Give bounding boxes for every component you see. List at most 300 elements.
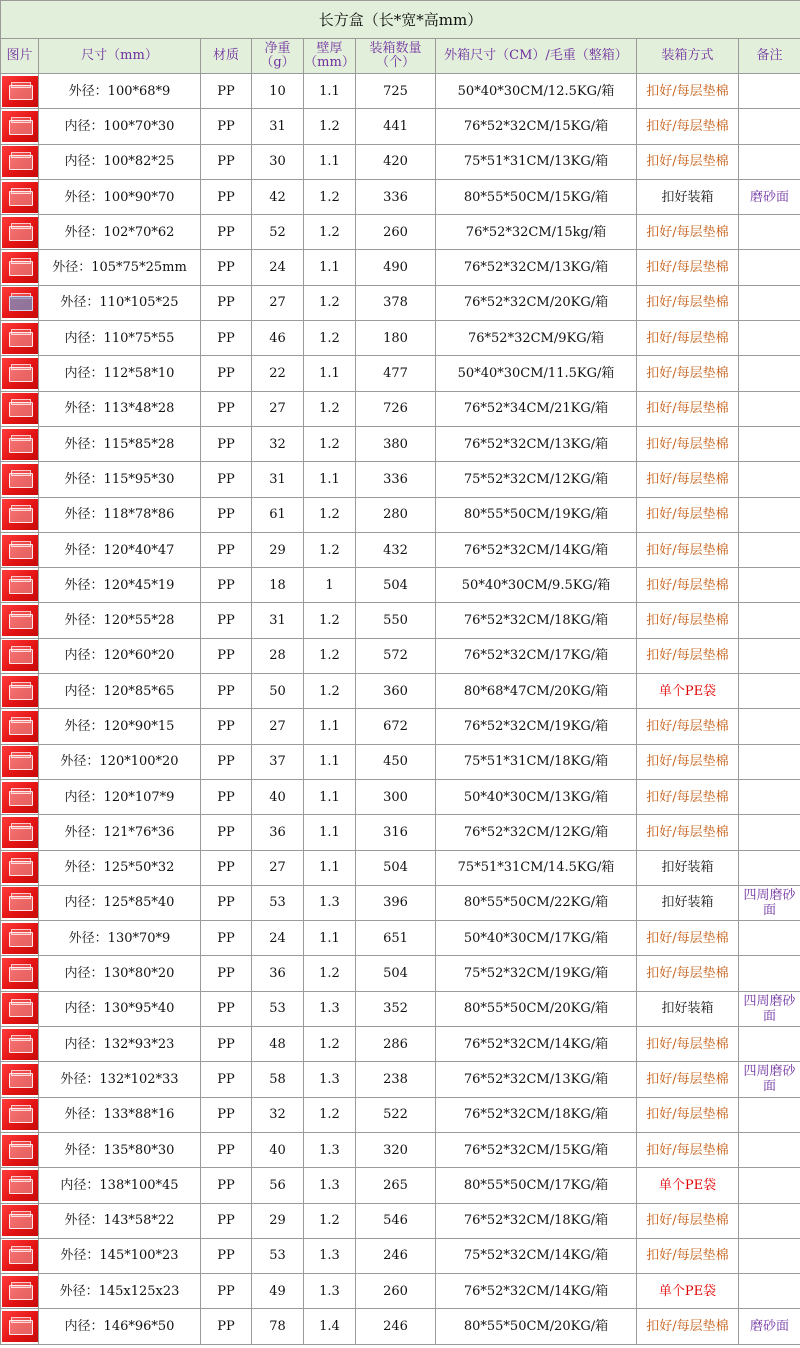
weight-cell: 27 xyxy=(252,850,304,885)
qty-cell: 360 xyxy=(356,674,436,709)
clear-box-thumbnail-icon xyxy=(2,393,38,424)
table-row xyxy=(1,144,800,179)
size-cell: 内径：120*107*9 xyxy=(39,779,201,814)
material-cell: PP xyxy=(201,850,252,885)
qty-cell: 380 xyxy=(356,426,436,461)
thickness-cell: 1.2 xyxy=(304,215,356,250)
table-row xyxy=(1,1027,800,1062)
clear-box-thumbnail-icon xyxy=(2,852,38,883)
note-cell xyxy=(739,1097,800,1132)
table-row xyxy=(1,532,800,567)
header-size: 尺寸（mm） xyxy=(39,39,201,74)
packing-cell: 扣好/每层垫棉 xyxy=(637,356,739,391)
thickness-cell: 1 xyxy=(304,568,356,603)
size-cell: 内径：130*80*20 xyxy=(39,956,201,991)
clear-box-thumbnail-icon xyxy=(2,1170,38,1201)
size-cell: 内径：146*96*50 xyxy=(39,1309,201,1344)
clear-box-thumbnail-icon xyxy=(2,323,38,354)
qty-cell: 550 xyxy=(356,603,436,638)
table-row xyxy=(1,74,800,109)
clear-box-thumbnail-icon xyxy=(2,570,38,601)
material-cell: PP xyxy=(201,991,252,1026)
size-cell: 外径：121*76*36 xyxy=(39,815,201,850)
material-cell: PP xyxy=(201,568,252,603)
packing-cell: 扣好/每层垫棉 xyxy=(637,603,739,638)
clear-box-thumbnail-icon xyxy=(2,1029,38,1060)
note-cell xyxy=(739,1203,800,1238)
thumbnail-cell xyxy=(1,179,39,214)
thumbnail-cell xyxy=(1,779,39,814)
weight-cell: 40 xyxy=(252,779,304,814)
thumbnail-cell xyxy=(1,709,39,744)
carton-cell: 76*52*32CM/12KG/箱 xyxy=(436,815,637,850)
packing-cell: 扣好/每层垫棉 xyxy=(637,285,739,320)
clear-box-thumbnail-icon xyxy=(2,887,38,918)
qty-cell: 546 xyxy=(356,1203,436,1238)
clear-box-thumbnail-icon xyxy=(2,605,38,636)
size-cell: 外径：120*40*47 xyxy=(39,532,201,567)
packing-cell: 扣好/每层垫棉 xyxy=(637,1132,739,1167)
clear-box-thumbnail-icon xyxy=(2,640,38,671)
thickness-cell: 1.3 xyxy=(304,1168,356,1203)
size-cell: 外径：100*68*9 xyxy=(39,74,201,109)
thumbnail-cell xyxy=(1,391,39,426)
qty-cell: 504 xyxy=(356,850,436,885)
weight-cell: 53 xyxy=(252,991,304,1026)
title-row xyxy=(1,1,800,39)
clear-box-thumbnail-icon xyxy=(2,817,38,848)
carton-cell: 50*40*30CM/13KG/箱 xyxy=(436,779,637,814)
table-row xyxy=(1,885,800,920)
thumbnail-cell xyxy=(1,850,39,885)
carton-cell: 76*52*32CM/15KG/箱 xyxy=(436,109,637,144)
thumbnail-cell xyxy=(1,1203,39,1238)
material-cell: PP xyxy=(201,109,252,144)
table-row xyxy=(1,815,800,850)
header-row xyxy=(1,39,800,74)
thumbnail-cell xyxy=(1,426,39,461)
material-cell: PP xyxy=(201,356,252,391)
qty-cell: 320 xyxy=(356,1132,436,1167)
clear-box-thumbnail-icon xyxy=(2,958,38,989)
size-cell: 内径：100*82*25 xyxy=(39,144,201,179)
thickness-cell: 1.3 xyxy=(304,1132,356,1167)
thickness-cell: 1.3 xyxy=(304,1238,356,1273)
packing-cell: 扣好/每层垫棉 xyxy=(637,426,739,461)
qty-cell: 246 xyxy=(356,1309,436,1344)
carton-cell: 76*52*32CM/20KG/箱 xyxy=(436,285,637,320)
size-cell: 外径：120*55*28 xyxy=(39,603,201,638)
note-cell xyxy=(739,250,800,285)
thickness-cell: 1.2 xyxy=(304,391,356,426)
thumbnail-cell xyxy=(1,815,39,850)
size-cell: 内径：120*85*65 xyxy=(39,674,201,709)
qty-cell: 378 xyxy=(356,285,436,320)
weight-cell: 24 xyxy=(252,921,304,956)
material-cell: PP xyxy=(201,1062,252,1097)
weight-cell: 48 xyxy=(252,1027,304,1062)
note-cell xyxy=(739,674,800,709)
carton-cell: 80*55*50CM/22KG/箱 xyxy=(436,885,637,920)
weight-cell: 31 xyxy=(252,603,304,638)
thumbnail-cell xyxy=(1,1238,39,1273)
size-cell: 外径：115*85*28 xyxy=(39,426,201,461)
size-cell: 外径：100*90*70 xyxy=(39,179,201,214)
thumbnail-cell xyxy=(1,1274,39,1309)
clear-box-thumbnail-icon xyxy=(2,76,38,107)
qty-cell: 522 xyxy=(356,1097,436,1132)
note-cell xyxy=(739,709,800,744)
table-row xyxy=(1,1132,800,1167)
packing-cell: 扣好/每层垫棉 xyxy=(637,1238,739,1273)
carton-cell: 76*52*32CM/13KG/箱 xyxy=(436,250,637,285)
header-packing: 装箱方式 xyxy=(637,39,739,74)
table-row xyxy=(1,356,800,391)
thickness-cell: 1.2 xyxy=(304,109,356,144)
carton-cell: 75*51*31CM/14.5KG/箱 xyxy=(436,850,637,885)
note-cell xyxy=(739,850,800,885)
weight-cell: 56 xyxy=(252,1168,304,1203)
thumbnail-cell xyxy=(1,1132,39,1167)
clear-box-thumbnail-icon xyxy=(2,217,38,248)
size-cell: 外径：135*80*30 xyxy=(39,1132,201,1167)
thickness-cell: 1.3 xyxy=(304,1274,356,1309)
table-row xyxy=(1,1309,800,1344)
material-cell: PP xyxy=(201,321,252,356)
thumbnail-cell xyxy=(1,356,39,391)
material-cell: PP xyxy=(201,603,252,638)
table-row xyxy=(1,1274,800,1309)
table-row xyxy=(1,426,800,461)
table-row xyxy=(1,109,800,144)
clear-box-thumbnail-icon xyxy=(2,923,38,954)
material-cell: PP xyxy=(201,921,252,956)
weight-cell: 29 xyxy=(252,532,304,567)
weight-cell: 61 xyxy=(252,497,304,532)
thumbnail-cell xyxy=(1,109,39,144)
weight-cell: 40 xyxy=(252,1132,304,1167)
thumbnail-cell xyxy=(1,321,39,356)
qty-cell: 396 xyxy=(356,885,436,920)
carton-cell: 76*52*32CM/18KG/箱 xyxy=(436,603,637,638)
note-cell xyxy=(739,426,800,461)
packing-cell: 扣好/每层垫棉 xyxy=(637,1062,739,1097)
thickness-cell: 1.1 xyxy=(304,921,356,956)
packing-cell: 单个PE袋 xyxy=(637,1168,739,1203)
clear-box-thumbnail-icon xyxy=(2,358,38,389)
carton-cell: 76*52*32CM/13KG/箱 xyxy=(436,426,637,461)
material-cell: PP xyxy=(201,744,252,779)
carton-cell: 80*55*50CM/19KG/箱 xyxy=(436,497,637,532)
material-cell: PP xyxy=(201,74,252,109)
weight-cell: 18 xyxy=(252,568,304,603)
size-cell: 外径：132*102*33 xyxy=(39,1062,201,1097)
size-cell: 内径：110*75*55 xyxy=(39,321,201,356)
size-cell: 外径：120*90*15 xyxy=(39,709,201,744)
clear-box-thumbnail-icon xyxy=(2,711,38,742)
material-cell: PP xyxy=(201,426,252,461)
weight-cell: 31 xyxy=(252,462,304,497)
carton-cell: 76*52*32CM/9KG/箱 xyxy=(436,321,637,356)
carton-cell: 76*52*32CM/18KG/箱 xyxy=(436,1097,637,1132)
size-cell: 外径：105*75*25mm xyxy=(39,250,201,285)
size-cell: 外径：102*70*62 xyxy=(39,215,201,250)
table-row xyxy=(1,850,800,885)
packing-cell: 扣好/每层垫棉 xyxy=(637,215,739,250)
note-cell xyxy=(739,109,800,144)
table-row xyxy=(1,921,800,956)
header-weight: 净重（g） xyxy=(252,39,304,74)
clear-box-thumbnail-icon xyxy=(2,182,38,213)
qty-cell: 490 xyxy=(356,250,436,285)
material-cell: PP xyxy=(201,1097,252,1132)
material-cell: PP xyxy=(201,179,252,214)
table-row xyxy=(1,1062,800,1097)
table-row xyxy=(1,638,800,673)
weight-cell: 37 xyxy=(252,744,304,779)
clear-box-thumbnail-icon xyxy=(2,499,38,530)
qty-cell: 336 xyxy=(356,462,436,497)
material-cell: PP xyxy=(201,1238,252,1273)
header-pic: 图片 xyxy=(1,39,39,74)
clear-box-thumbnail-icon xyxy=(2,111,38,142)
clear-box-thumbnail-icon xyxy=(2,1064,38,1095)
table-row xyxy=(1,179,800,214)
thumbnail-cell xyxy=(1,462,39,497)
weight-cell: 58 xyxy=(252,1062,304,1097)
thumbnail-cell xyxy=(1,1097,39,1132)
packing-cell: 扣好/每层垫棉 xyxy=(637,744,739,779)
carton-cell: 75*51*31CM/18KG/箱 xyxy=(436,744,637,779)
qty-cell: 265 xyxy=(356,1168,436,1203)
size-cell: 外径：120*100*20 xyxy=(39,744,201,779)
table-row xyxy=(1,250,800,285)
carton-cell: 50*40*30CM/17KG/箱 xyxy=(436,921,637,956)
carton-cell: 76*52*32CM/18KG/箱 xyxy=(436,1203,637,1238)
weight-cell: 29 xyxy=(252,1203,304,1238)
weight-cell: 53 xyxy=(252,1238,304,1273)
thumbnail-cell xyxy=(1,1168,39,1203)
qty-cell: 316 xyxy=(356,815,436,850)
table-row xyxy=(1,462,800,497)
thickness-cell: 1.2 xyxy=(304,179,356,214)
clear-box-thumbnail-icon xyxy=(2,535,38,566)
qty-cell: 260 xyxy=(356,1274,436,1309)
thickness-cell: 1.1 xyxy=(304,144,356,179)
note-cell: 四周磨砂面 xyxy=(739,885,800,920)
clear-box-thumbnail-icon xyxy=(2,146,38,177)
carton-cell: 50*40*30CM/11.5KG/箱 xyxy=(436,356,637,391)
packing-cell: 扣好/每层垫棉 xyxy=(637,1097,739,1132)
thumbnail-cell xyxy=(1,497,39,532)
packing-cell: 扣好装箱 xyxy=(637,991,739,1026)
size-cell: 外径：143*58*22 xyxy=(39,1203,201,1238)
material-cell: PP xyxy=(201,250,252,285)
thickness-cell: 1.2 xyxy=(304,532,356,567)
carton-cell: 80*68*47CM/20KG/箱 xyxy=(436,674,637,709)
table-row xyxy=(1,321,800,356)
thumbnail-cell xyxy=(1,532,39,567)
qty-cell: 336 xyxy=(356,179,436,214)
carton-cell: 76*52*32CM/14KG/箱 xyxy=(436,1274,637,1309)
clear-box-thumbnail-icon xyxy=(2,429,38,460)
thumbnail-cell xyxy=(1,144,39,179)
thickness-cell: 1.3 xyxy=(304,885,356,920)
material-cell: PP xyxy=(201,638,252,673)
note-cell xyxy=(739,1132,800,1167)
weight-cell: 27 xyxy=(252,391,304,426)
packing-cell: 扣好/每层垫棉 xyxy=(637,462,739,497)
material-cell: PP xyxy=(201,391,252,426)
material-cell: PP xyxy=(201,1027,252,1062)
thumbnail-cell xyxy=(1,674,39,709)
clear-box-thumbnail-icon xyxy=(2,252,38,283)
thickness-cell: 1.1 xyxy=(304,744,356,779)
note-cell xyxy=(739,321,800,356)
thickness-cell: 1.2 xyxy=(304,603,356,638)
thickness-cell: 1.3 xyxy=(304,1062,356,1097)
carton-cell: 75*52*32CM/14KG/箱 xyxy=(436,1238,637,1273)
size-cell: 外径：145*100*23 xyxy=(39,1238,201,1273)
note-cell xyxy=(739,391,800,426)
carton-cell: 50*40*30CM/12.5KG/箱 xyxy=(436,74,637,109)
packing-cell: 单个PE袋 xyxy=(637,674,739,709)
clear-box-thumbnail-icon xyxy=(2,464,38,495)
clear-box-thumbnail-icon xyxy=(2,1311,38,1342)
table-title: 长方盒（长*宽*高mm） xyxy=(1,1,800,39)
carton-cell: 50*40*30CM/9.5KG/箱 xyxy=(436,568,637,603)
clear-box-thumbnail-icon xyxy=(2,1240,38,1271)
note-cell: 四周磨砂面 xyxy=(739,991,800,1026)
thumbnail-cell xyxy=(1,603,39,638)
thumbnail-cell xyxy=(1,991,39,1026)
table-row xyxy=(1,285,800,320)
note-cell: 磨砂面 xyxy=(739,1309,800,1344)
packing-cell: 扣好/每层垫棉 xyxy=(637,391,739,426)
material-cell: PP xyxy=(201,709,252,744)
header-thickness: 壁厚（mm） xyxy=(304,39,356,74)
packing-cell: 扣好/每层垫棉 xyxy=(637,497,739,532)
qty-cell: 441 xyxy=(356,109,436,144)
weight-cell: 78 xyxy=(252,1309,304,1344)
packing-cell: 扣好装箱 xyxy=(637,885,739,920)
packing-cell: 扣好装箱 xyxy=(637,850,739,885)
table-row xyxy=(1,991,800,1026)
table-row xyxy=(1,391,800,426)
carton-cell: 80*55*50CM/20KG/箱 xyxy=(436,1309,637,1344)
packing-cell: 扣好/每层垫棉 xyxy=(637,568,739,603)
thickness-cell: 1.2 xyxy=(304,1097,356,1132)
weight-cell: 31 xyxy=(252,109,304,144)
table-row xyxy=(1,779,800,814)
thickness-cell: 1.1 xyxy=(304,250,356,285)
note-cell xyxy=(739,215,800,250)
packing-cell: 扣好/每层垫棉 xyxy=(637,532,739,567)
size-cell: 内径：138*100*45 xyxy=(39,1168,201,1203)
clear-box-thumbnail-icon xyxy=(2,1276,38,1307)
packing-cell: 扣好/每层垫棉 xyxy=(637,779,739,814)
thickness-cell: 1.1 xyxy=(304,709,356,744)
packing-cell: 扣好/每层垫棉 xyxy=(637,250,739,285)
packing-cell: 扣好/每层垫棉 xyxy=(637,1027,739,1062)
qty-cell: 260 xyxy=(356,215,436,250)
thumbnail-cell xyxy=(1,250,39,285)
note-cell xyxy=(739,779,800,814)
weight-cell: 10 xyxy=(252,74,304,109)
note-cell xyxy=(739,815,800,850)
thumbnail-cell xyxy=(1,1309,39,1344)
note-cell xyxy=(739,532,800,567)
table-row xyxy=(1,674,800,709)
weight-cell: 49 xyxy=(252,1274,304,1309)
carton-cell: 80*55*50CM/15KG/箱 xyxy=(436,179,637,214)
size-cell: 外径：130*70*9 xyxy=(39,921,201,956)
thumbnail-cell xyxy=(1,921,39,956)
weight-cell: 46 xyxy=(252,321,304,356)
packing-cell: 扣好/每层垫棉 xyxy=(637,144,739,179)
size-cell: 外径：120*45*19 xyxy=(39,568,201,603)
material-cell: PP xyxy=(201,215,252,250)
note-cell: 磨砂面 xyxy=(739,179,800,214)
material-cell: PP xyxy=(201,956,252,991)
header-qty: 装箱数量（个） xyxy=(356,39,436,74)
size-cell: 外径：110*105*25 xyxy=(39,285,201,320)
size-cell: 外径：118*78*86 xyxy=(39,497,201,532)
packing-cell: 扣好装箱 xyxy=(637,179,739,214)
qty-cell: 420 xyxy=(356,144,436,179)
thickness-cell: 1.1 xyxy=(304,462,356,497)
size-cell: 外径：113*48*28 xyxy=(39,391,201,426)
table-row xyxy=(1,603,800,638)
material-cell: PP xyxy=(201,532,252,567)
note-cell xyxy=(739,1238,800,1273)
thickness-cell: 1.2 xyxy=(304,638,356,673)
note-cell xyxy=(739,74,800,109)
size-cell: 内径：125*85*40 xyxy=(39,885,201,920)
qty-cell: 280 xyxy=(356,497,436,532)
thumbnail-cell xyxy=(1,744,39,779)
thickness-cell: 1.2 xyxy=(304,497,356,532)
clear-box-thumbnail-icon xyxy=(2,676,38,707)
thumbnail-cell xyxy=(1,568,39,603)
packing-cell: 扣好/每层垫棉 xyxy=(637,1203,739,1238)
qty-cell: 286 xyxy=(356,1027,436,1062)
carton-cell: 75*51*31CM/13KG/箱 xyxy=(436,144,637,179)
header-carton: 外箱尺寸（CM）/毛重（整箱） xyxy=(436,39,637,74)
weight-cell: 36 xyxy=(252,815,304,850)
size-cell: 内径：120*60*20 xyxy=(39,638,201,673)
carton-cell: 76*52*32CM/17KG/箱 xyxy=(436,638,637,673)
weight-cell: 27 xyxy=(252,285,304,320)
size-cell: 内径：132*93*23 xyxy=(39,1027,201,1062)
note-cell: 四周磨砂面 xyxy=(739,1062,800,1097)
thickness-cell: 1.1 xyxy=(304,356,356,391)
carton-cell: 76*52*32CM/14KG/箱 xyxy=(436,1027,637,1062)
note-cell xyxy=(739,603,800,638)
thickness-cell: 1.1 xyxy=(304,815,356,850)
size-cell: 外径：125*50*32 xyxy=(39,850,201,885)
thickness-cell: 1.1 xyxy=(304,850,356,885)
thumbnail-cell xyxy=(1,1027,39,1062)
packing-cell: 扣好/每层垫棉 xyxy=(637,74,739,109)
thumbnail-cell xyxy=(1,285,39,320)
qty-cell: 651 xyxy=(356,921,436,956)
packing-cell: 单个PE袋 xyxy=(637,1274,739,1309)
thumbnail-cell xyxy=(1,885,39,920)
thickness-cell: 1.2 xyxy=(304,1203,356,1238)
table-row xyxy=(1,497,800,532)
carton-cell: 75*52*32CM/19KG/箱 xyxy=(436,956,637,991)
